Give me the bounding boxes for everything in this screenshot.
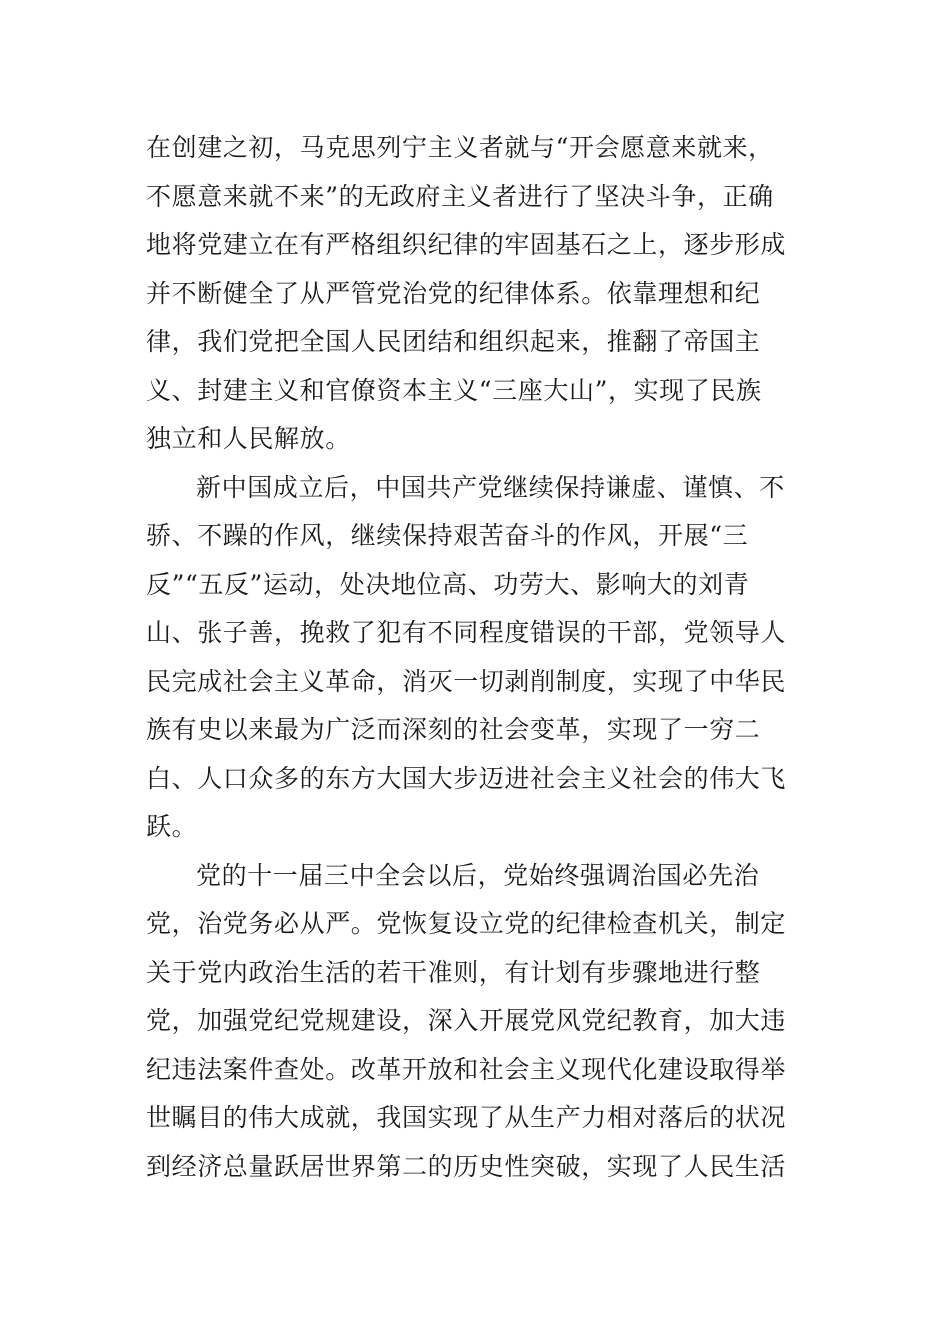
text-line: 纪违法案件查处。改革开放和社会主义现代化建设取得举: [146, 1054, 787, 1084]
text-line: 并不断健全了从严管党治党的纪律体系。依靠理想和纪: [146, 278, 761, 308]
text-line: 义、封建主义和官僚资本主义“三座大山”，实现了民族: [146, 375, 762, 405]
text-line: 地将党建立在有严格组织纪律的牢固基石之上，逐步形成: [146, 230, 787, 259]
body-text: [146, 128, 786, 1195]
paragraph-1: [146, 128, 786, 468]
text-line: 新中国成立后，中国共产党继续保持谦虚、谨慎、不: [196, 472, 785, 502]
text-line: 反”“五反”运动，处决地位高、功劳大、影响大的刘青: [146, 569, 750, 599]
text-line: 民完成社会主义革命，消灭一切剥削制度，实现了中华民: [146, 666, 787, 696]
text-line: 关于党内政治生活的若干准则，有计划有步骤地进行整: [146, 957, 761, 987]
text-line: 骄、不躁的作风，继续保持艰苦奋斗的作风，开展“三: [146, 521, 749, 550]
text-line: 族有史以来最为广泛而深刻的社会变革，实现了一穷二: [146, 715, 761, 744]
text-line: 独立和人民解放。: [146, 424, 351, 453]
text-line: 不愿意来就不来”的无政府主义者进行了坚决斗争，正确: [146, 181, 774, 211]
text-line: 世瞩目的伟大成就，我国实现了从生产力相对落后的状况: [146, 1103, 787, 1132]
text-line: 跃。: [146, 812, 198, 841]
paragraph-2: [146, 468, 786, 856]
text-line: 党的十一届三中全会以后，党始终强调治国必先治: [196, 860, 760, 890]
text-line: 到经济总量跃居世界第二的历史性突破，实现了人民生活: [146, 1151, 787, 1181]
text-line: 在创建之初，马克思列宁主义者就与“开会愿意来就来，: [146, 133, 774, 162]
text-line: 山、张子善，挽救了犯有不同程度错误的干部，党领导人: [146, 618, 787, 647]
text-line: 律，我们党把全国人民团结和组织起来，推翻了帝国主: [146, 327, 761, 356]
text-line: 党，治党务必从严。党恢复设立党的纪律检查机关，制定: [146, 909, 787, 938]
text-line: 白、人口众多的东方大国大步迈进社会主义社会的伟大飞: [146, 763, 787, 793]
paragraph-3: [146, 856, 786, 1196]
text-line: 党，加强党纪党规建设，深入开展党风党纪教育，加大违: [146, 1006, 787, 1035]
